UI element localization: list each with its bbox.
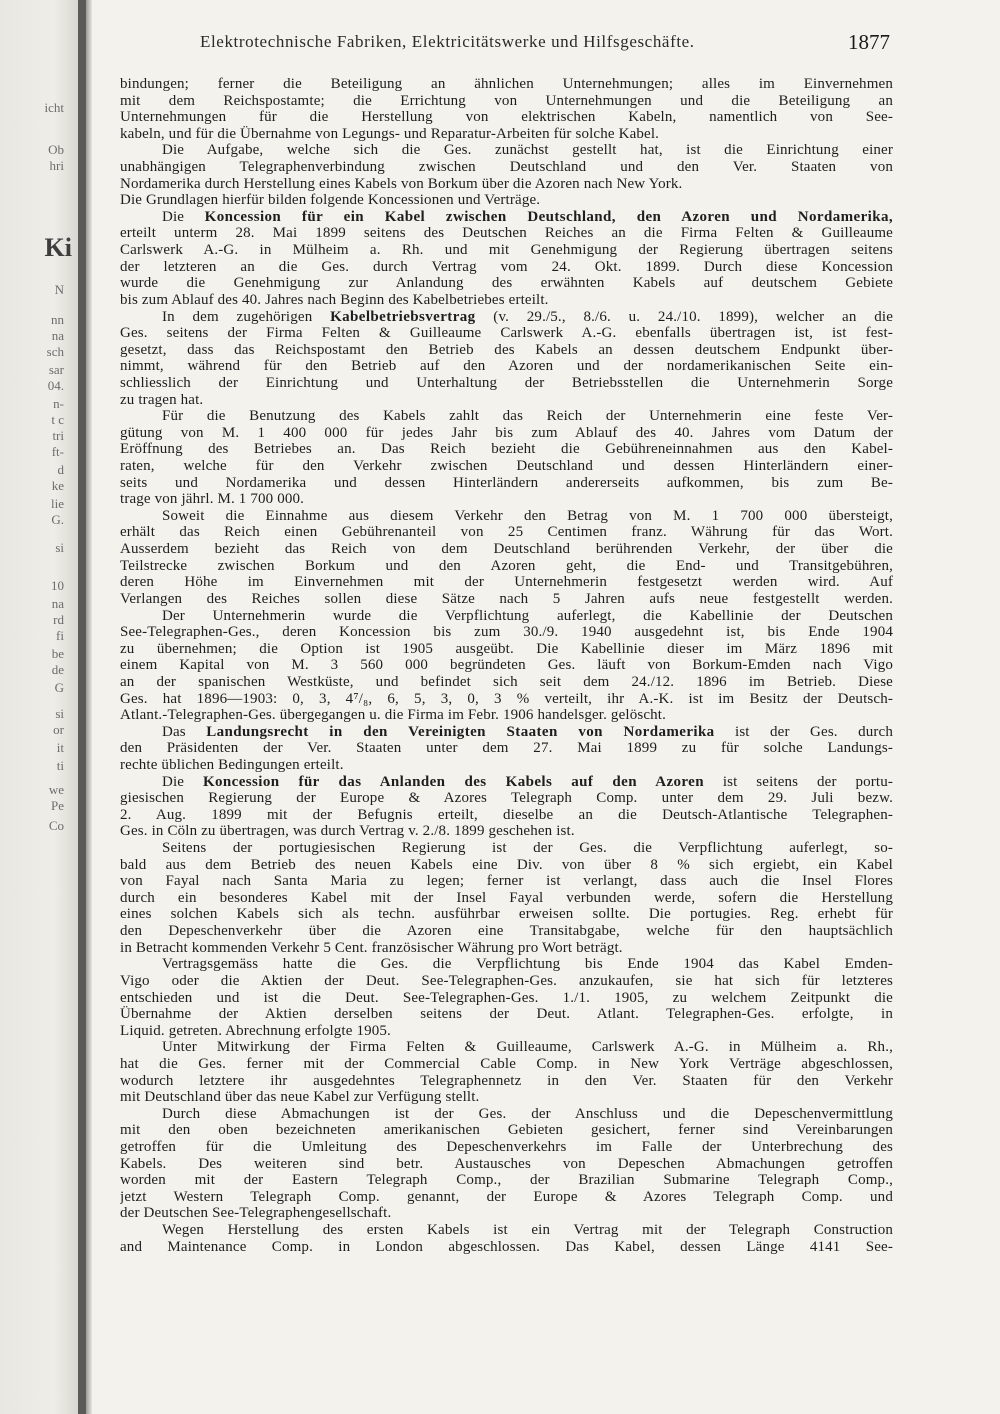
text-run: Übernahme der Aktien derselben seitens der Deut. Atlant. Telegraphen-Ges. erfolgte, in xyxy=(120,1006,893,1023)
text-run: and Maintenance Comp. in London abgeschlossen. Das Kabel, dessen Länge 4141 See- xyxy=(120,1238,893,1255)
margin-fragment: ti xyxy=(56,758,64,773)
text-line xyxy=(120,1139,893,1156)
text-run: rechte üblichen Bedingungen erteilt. xyxy=(120,756,344,773)
margin-fragment: lie xyxy=(51,496,64,511)
text-run: von Fayal nach Santa Maria zu legen; ferner ist verlangt, dass auch die Insel Flores xyxy=(120,873,893,890)
text-run: Die Aufgabe, welche sich die Ges. zunächst gestellt hat, ist die Einrichtung einer xyxy=(162,142,893,159)
text-line xyxy=(120,890,893,907)
text-line xyxy=(120,259,893,276)
text-line xyxy=(120,1156,893,1173)
text-run: 2. Aug. 1899 mit der Befugnis erteilt, dieselbe an die Deutsch-Atlantische Telegraphen- xyxy=(120,806,893,823)
margin-fragment: it xyxy=(56,740,64,755)
text-line xyxy=(120,906,893,923)
text-run: ist seitens der portu- xyxy=(704,773,893,790)
text-line xyxy=(120,1189,893,1206)
text-run: zu übernehmen; die Option ist 1905 ausgeübt. Die Kabellinie dieser im März 1896 mit xyxy=(120,640,893,657)
body-text xyxy=(120,76,893,1255)
text-line xyxy=(120,93,893,110)
text-run: Ges. hat 1896—1903: 0, 3, 4⁷/₈, 6, 5, 3, 0, 3 % verteilt, ihr A.-K. ist im Besitz der Deutsch- xyxy=(120,690,893,707)
text-run: getroffen für die Umleitung des Depeschenverkehrs im Falle der Unterbrechung des xyxy=(120,1139,893,1155)
text-run: wodurch letztere ihr ausgedehntes Telegraphennetz in den Ver. Staaten für den Verkehr xyxy=(120,1072,893,1089)
text-line xyxy=(120,126,893,143)
text-run: Wegen Herstellung des ersten Kabels ist ein Vertrag mit der Telegraph Construction xyxy=(162,1222,893,1239)
text-run: bindungen; ferner die Beteiligung an ähnlichen Unternehmungen; alles im Einvernehmen xyxy=(120,76,893,92)
text-line xyxy=(120,1056,893,1073)
text-line xyxy=(120,774,893,791)
text-run: ist der Ges. durch xyxy=(714,723,893,740)
text-line xyxy=(120,608,893,625)
bold-term: Landungsrecht in den Vereinigten Staaten von Nordamerika xyxy=(206,723,715,740)
text-line xyxy=(120,624,893,641)
facing-page-edge xyxy=(0,0,78,1414)
margin-fragment: N xyxy=(54,282,64,297)
text-run: Verlangen des Reiches sollen diese Sätze nach 5 Jahren aufs neue festgestellt werden. xyxy=(120,590,893,607)
text-run: der Deutschen See-Telegraphengesellschaft. xyxy=(120,1205,392,1222)
margin-fragment: 10 xyxy=(51,578,64,593)
text-run: Soweit die Einnahme aus diesem Verkehr den Betrag von M. 1 700 000 übersteigt, xyxy=(162,507,893,524)
text-line xyxy=(120,990,893,1007)
text-run: Nordamerika durch Herstellung eines Kabels von Borkum über die Azoren nach New York. xyxy=(120,175,683,192)
margin-fragment: de xyxy=(51,662,64,677)
text-run: erhält das Reich einen Gebührenanteil von 25 Centimen franz. Währung für das Wort. xyxy=(120,524,893,541)
text-line xyxy=(120,823,893,840)
text-line xyxy=(120,475,893,492)
margin-fragment: Pe xyxy=(51,798,64,813)
text-run: worden mit der Eastern Telegraph Comp., der Brazilian Submarine Telegraph Comp., xyxy=(120,1172,893,1189)
margin-fragment: Co xyxy=(48,818,64,833)
margin-fragment: si xyxy=(55,706,64,721)
text-line xyxy=(120,1222,893,1239)
text-line xyxy=(120,1073,893,1090)
text-run: Eröffnung des Betriebes an. Das Reich bezieht die Gebühreneinnahmen aus den Kabel- xyxy=(120,441,893,458)
text-line xyxy=(120,192,893,209)
text-run: den Depeschenverkehr über die Azoren eine Transitabgabe, welche für den hauptsächlich xyxy=(120,923,893,940)
margin-fragment: d xyxy=(57,462,64,477)
text-run: trage von jährl. M. 1 700 000. xyxy=(120,491,305,508)
text-run: Ges. seitens der Firma Felten & Guilleaume Carlswerk A.-G. ebenfalls übertragen ist, ist fest- xyxy=(120,325,893,342)
text-line xyxy=(120,392,893,409)
text-line xyxy=(120,857,893,874)
margin-fragment: na xyxy=(51,328,64,343)
text-run: mit dem Reichspostamte; die Errichtung von Unternehmungen und die Beteiligung an xyxy=(120,92,893,109)
text-run: zu tragen hat. xyxy=(120,391,204,408)
text-line xyxy=(120,225,893,242)
page-header xyxy=(120,30,890,56)
text-run: entschieden und ist die Deut. See-Telegraphen-Ges. 1./1. 1905, zu welchem Zeitpunkt die xyxy=(120,989,893,1006)
bold-term: Koncession für ein Kabel zwischen Deutschland, den Azoren und Nordamerika, xyxy=(204,208,893,225)
margin-fragment: icht xyxy=(44,100,64,115)
text-line xyxy=(120,1172,893,1189)
text-line xyxy=(120,159,893,176)
margin-fragment: rd xyxy=(53,612,64,627)
text-run: Die xyxy=(162,208,205,225)
margin-fragment: 04. xyxy=(47,378,64,393)
text-run: gesetzt, dass das Reichspostamt den Betrieb des Kabels an dessen deutschem Endpunkt über- xyxy=(120,341,893,358)
text-run: einem Kapital von M. 3 560 000 begründeten Ges. läuft von Borkum-Emden nach Vigo xyxy=(120,657,893,674)
text-line xyxy=(120,425,893,442)
text-line xyxy=(120,724,893,741)
text-line xyxy=(120,707,893,724)
text-line xyxy=(120,1106,893,1123)
text-line xyxy=(120,342,893,359)
margin-fragment: t c xyxy=(51,412,64,427)
text-line xyxy=(120,1089,893,1106)
text-run: wurde die Genehmigung zur Anlandung des erwähnten Kabels auf deutschem Gebiete xyxy=(120,275,893,292)
text-run: Teilstrecke zwischen Borkum und den Azoren geht, die End- und Transitgebühren, xyxy=(120,557,893,574)
text-run: unabhängigen Telegraphenverbindung zwischen Deutschland und den Ver. Staaten von xyxy=(120,159,893,176)
text-line xyxy=(120,790,893,807)
text-line xyxy=(120,275,893,292)
page-number: 1877 xyxy=(848,30,890,54)
text-run: bis zum Ablauf des 40. Jahres nach Beginn des Kabelbetriebes erteilt. xyxy=(120,291,549,308)
margin-fragment: or xyxy=(53,722,64,737)
text-run: jetzt Western Telegraph Comp. genannt, der Europe & Azores Telegraph Comp. und xyxy=(120,1188,893,1205)
margin-fragment: Ob xyxy=(48,142,64,157)
text-run: der letzteren an die Ges. durch Vertrag vom 24. Okt. 1899. Durch diese Koncession xyxy=(120,258,893,275)
text-run: Durch diese Abmachungen ist der Ges. der Anschluss und die Depeschenvermittlung xyxy=(162,1105,893,1122)
text-run: mit den oben bezeichneten amerikanischen Gebieten gesichert, ferner sind Vereinbarungen xyxy=(120,1122,893,1139)
text-run: Carlswerk A.-G. in Mülheim a. Rh. und mit Genehmigung der Regierung übertragen seitens xyxy=(120,242,893,259)
text-run: gütung von M. 1 400 000 für jedes Jahr bis zum Ablauf des 40. Jahres vom Datum der xyxy=(120,424,893,441)
margin-fragment: tri xyxy=(52,428,64,443)
text-run: an der spanischen Westküste, und befindet sich seit dem 24./12. 1896 im Betrieb. Diese xyxy=(120,673,893,690)
text-run: in Betracht kommenden Verkehr 5 Cent. französischer Währung pro Wort beträgt. xyxy=(120,939,623,956)
text-run: bald aus dem Betrieb des neuen Kabels eine Div. von über 8 % sich ergiebt, ein Kabel xyxy=(120,856,893,873)
text-line xyxy=(120,242,893,259)
text-run: kabeln, und für die Übernahme von Legungs- und Reparatur-Arbeiten für solche Kabel. xyxy=(120,125,660,142)
text-line xyxy=(120,1205,893,1222)
text-run: deren Höhe im Einvernehmen mit der Unternehmerin festgesetzt werden wird. Auf xyxy=(120,574,893,591)
text-line xyxy=(120,375,893,392)
text-run: Kabels. Des weiteren sind betr. Austausches von Depeschen Abmachungen getroffen xyxy=(120,1155,893,1172)
text-run: den Präsidenten der Ver. Staaten unter dem 27. Mai 1899 zu für solche Landungs- xyxy=(120,740,893,757)
margin-fragment: G xyxy=(54,680,64,695)
text-line xyxy=(120,292,893,309)
text-line xyxy=(120,524,893,541)
text-run: giesischen Regierung der Europe & Azores Telegraph Comp. unter dem 29. Juli bezw. xyxy=(120,790,893,807)
text-run: schliesslich der Einrichtung und Unterhaltung der Betriebsstellen die Unternehmerin Sorge xyxy=(120,374,893,391)
text-run: Liquid. getreten. Abrechnung erfolgte 1905. xyxy=(120,1022,391,1039)
text-line xyxy=(120,674,893,691)
margin-fragment: na xyxy=(51,596,64,611)
text-run: hat die Ges. ferner mit der Commercial Cable Comp. in New York Verträge abgeschlossen, xyxy=(120,1055,893,1072)
text-run: See-Telegraphen-Ges., deren Koncession bis zum 30./9. 1940 ausgedehnt ist, bis Ende 1904 xyxy=(120,624,893,641)
text-line xyxy=(120,358,893,375)
margin-fragment: be xyxy=(51,646,64,661)
text-run: Ausserdem bezieht das Reich von dem Deutschland berührenden Verkehr, der über die xyxy=(120,541,893,558)
text-line xyxy=(120,740,893,757)
text-run: erteilt unterm 28. Mai 1899 seitens des Deutschen Reiches an die Firma Felten & Guilleaume xyxy=(120,225,893,242)
text-line xyxy=(120,641,893,658)
text-run: Atlant.-Telegraphen-Ges. übergegangen u. die Firma im Febr. 1906 handelsger. gelöscht. xyxy=(120,707,667,724)
text-line xyxy=(120,558,893,575)
text-line xyxy=(120,574,893,591)
text-line xyxy=(120,956,893,973)
text-line xyxy=(120,176,893,193)
text-run: mit Deutschland über das neue Kabel zur Verfügung stellt. xyxy=(120,1089,480,1106)
text-run: nimmt, während für den Betrieb auf den Azoren und der nordamerikanischen Seite ein- xyxy=(120,358,893,375)
text-line xyxy=(120,923,893,940)
text-line xyxy=(120,807,893,824)
text-line xyxy=(120,508,893,525)
text-line xyxy=(120,76,893,93)
text-line xyxy=(120,873,893,890)
bold-term: Koncession für das Anlanden des Kabels auf den Azoren xyxy=(202,773,704,790)
text-line xyxy=(120,142,893,159)
margin-fragment: we xyxy=(48,782,64,797)
text-line xyxy=(120,458,893,475)
text-line xyxy=(120,541,893,558)
text-line xyxy=(120,1122,893,1139)
text-line xyxy=(120,591,893,608)
text-run: Ges. in Cöln zu übertragen, was durch Vertrag v. 2./8. 1899 geschehen ist. xyxy=(120,823,575,840)
text-line xyxy=(120,109,893,126)
text-run: Die Grundlagen hierfür bilden folgende Koncessionen und Verträge. xyxy=(120,192,541,209)
margin-fragment: Ki xyxy=(44,233,72,262)
text-run: Die xyxy=(162,773,203,790)
gutter-shadow xyxy=(86,0,92,1414)
margin-fragment: nn xyxy=(51,312,64,327)
margin-fragment: ft- xyxy=(51,444,64,459)
text-line xyxy=(120,209,893,226)
text-line xyxy=(120,973,893,990)
text-line xyxy=(120,757,893,774)
margin-fragment: sch xyxy=(46,344,64,359)
text-line xyxy=(120,325,893,342)
margin-fragment: ke xyxy=(51,478,64,493)
text-run: In dem zugehörigen xyxy=(162,308,331,325)
margin-fragment: n- xyxy=(53,396,64,411)
text-line xyxy=(120,1006,893,1023)
text-line xyxy=(120,940,893,957)
text-line xyxy=(120,657,893,674)
text-line xyxy=(120,309,893,326)
text-run: Vigo oder die Aktien der Deut. See-Telegraphen-Ges. anzukaufen, sie hat sich für letzteres xyxy=(120,972,893,989)
text-line xyxy=(120,1039,893,1056)
text-line xyxy=(120,491,893,508)
text-run: Unter Mitwirkung der Firma Felten & Guilleaume, Carlswerk A.-G. in Mülheim a. Rh., xyxy=(162,1039,893,1056)
running-title: Elektrotechnische Fabriken, Elektricitätswerke und Hilfsgeschäfte. xyxy=(200,32,695,51)
text-line xyxy=(120,1023,893,1040)
text-run: Für die Benutzung des Kabels zahlt das Reich der Unternehmerin eine feste Ver- xyxy=(162,408,893,425)
margin-fragment: fi xyxy=(56,628,64,643)
text-line xyxy=(120,691,893,708)
text-run: seits und Nordamerika und dessen Hinterländern andererseits aufkommen, bis zum Be- xyxy=(120,474,893,491)
text-run: (v. 29./5., 8./6. u. 24./10. 1899), welcher an die xyxy=(475,308,893,325)
binding-gutter xyxy=(78,0,86,1414)
text-run: Seitens der portugiesischen Regierung ist der Ges. die Verpflichtung auferlegt, so- xyxy=(162,840,893,857)
text-run: Unternehmungen für die Herstellung von elektrischen Kabeln, namentlich von See- xyxy=(120,109,893,126)
margin-fragment: G. xyxy=(51,512,64,527)
bold-term: Kabelbetriebsvertrag xyxy=(330,308,476,325)
margin-fragment: si xyxy=(55,540,64,555)
text-run: durch ein besonderes Kabel mit der Insel Fayal verbunden werde, sofern die Herstellung xyxy=(120,889,893,906)
text-run: eines solchen Kabels sich als techn. ausführbar erweisen sollte. Die portugies. Reg. erhebt für xyxy=(120,906,893,923)
text-run: raten, welche für den Verkehr zwischen Deutschland und dessen Hinterländern einer- xyxy=(120,458,893,475)
text-line xyxy=(120,441,893,458)
text-line xyxy=(120,408,893,425)
text-line xyxy=(120,840,893,857)
text-line xyxy=(120,1239,893,1256)
margin-fragment: sar xyxy=(48,362,64,377)
margin-fragment: hri xyxy=(49,158,64,173)
text-run: Vertragsgemäss hatte die Ges. die Verpflichtung bis Ende 1904 das Kabel Emden- xyxy=(162,956,893,973)
text-run: Der Unternehmerin wurde die Verpflichtung auferlegt, die Kabellinie der Deutschen xyxy=(162,607,893,624)
text-run: Das xyxy=(162,723,207,740)
